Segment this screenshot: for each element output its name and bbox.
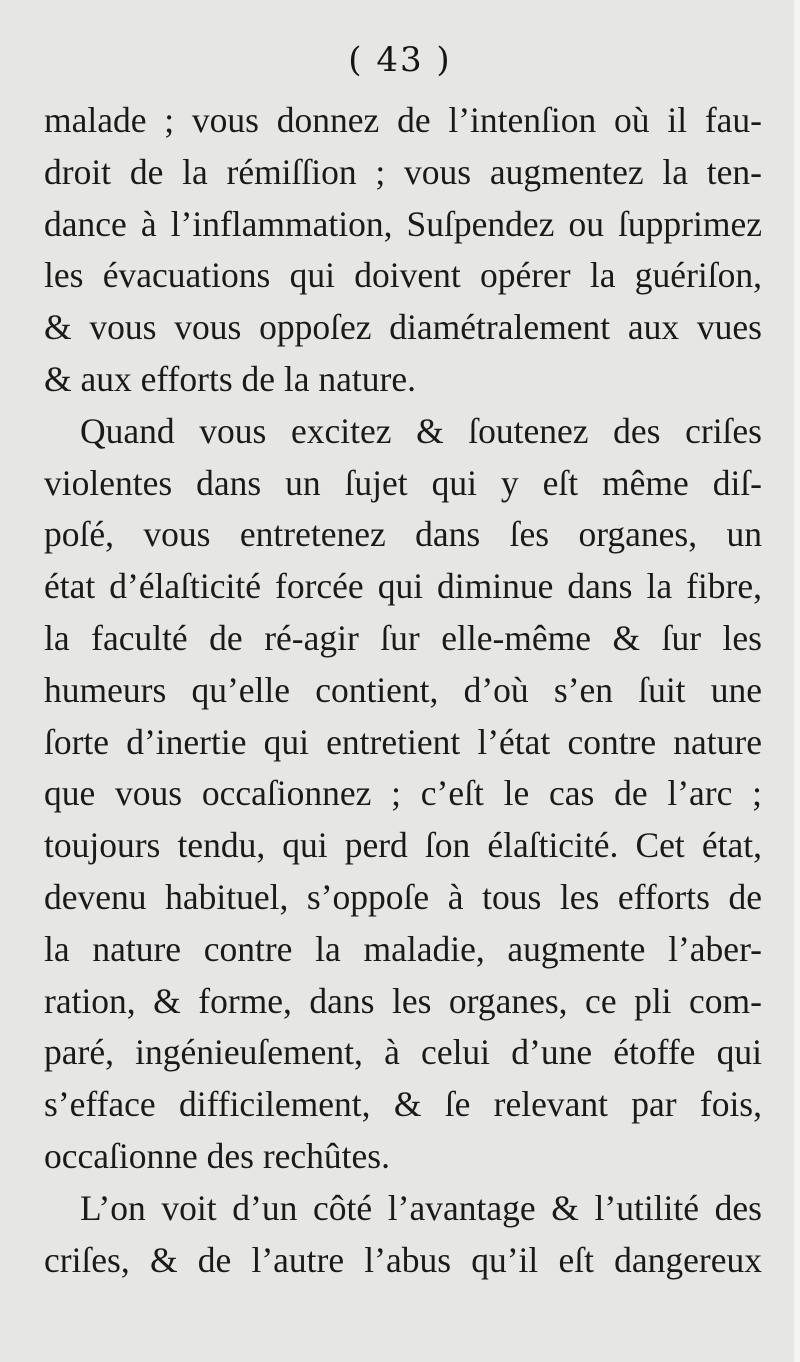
text-line: état d’élaſticité forcée qui diminue dans la fibre, — [44, 566, 762, 607]
paragraph — [44, 1183, 762, 1287]
text-line: dance à l’inflammation, Suſpendez ou ſupprimez — [44, 203, 762, 244]
text-line: devenu habituel, s’oppoſe à tous les efforts de — [44, 876, 762, 917]
text-line: violentes dans un ſujet qui y eſt même diſ- — [44, 462, 762, 503]
text-line: occaſionne des rechûtes. — [44, 1135, 390, 1176]
text-line: criſes, & de l’autre l’abus qu’il eſt dangereux — [44, 1239, 762, 1280]
text-line: la nature contre la maladie, augmente l’aber- — [44, 928, 762, 969]
text-line: ſorte d’inertie qui entretient l’état contre nature — [44, 721, 762, 762]
text-line: paré, ingénieuſement, à celui d’une étoffe qui — [44, 1032, 762, 1073]
text-line: Quand vous excitez & ſoutenez des criſes — [80, 410, 762, 451]
body-text — [44, 95, 762, 1286]
page-number: ( 43 ) — [348, 40, 452, 80]
text-line: toujours tendu, qui perd ſon élaſticité. Cet état, — [44, 825, 762, 866]
text-line: ration, & forme, dans les organes, ce pli com- — [44, 980, 762, 1021]
paragraph — [44, 95, 762, 406]
text-line: & aux efforts de la nature. — [44, 358, 416, 399]
text-line: droit de la rémiſſion ; vous augmentez la ten- — [44, 151, 762, 192]
text-line: s’efface difficilement, & ſe relevant par fois, — [44, 1084, 762, 1125]
text-line: poſé, vous entretenez dans ſes organes, un — [44, 514, 762, 555]
text-line: L’on voit d’un côté l’avantage & l’utilité des — [80, 1187, 762, 1228]
text-line: que vous occaſionnez ; c’eſt le cas de l’arc ; — [44, 773, 762, 814]
text-line: & vous vous oppoſez diamétralement aux vues — [44, 307, 762, 348]
text-line: les évacuations qui doivent opérer la guériſon, — [44, 255, 762, 296]
text-line: malade ; vous donnez de l’intenſion où il fau- — [44, 100, 762, 140]
page-edge — [794, 0, 800, 1362]
text-line: humeurs qu’elle contient, d’où s’en ſuit une — [44, 669, 762, 710]
text-line: la faculté de ré-agir ſur elle-même & ſur les — [44, 617, 762, 658]
paragraph — [44, 406, 762, 1183]
